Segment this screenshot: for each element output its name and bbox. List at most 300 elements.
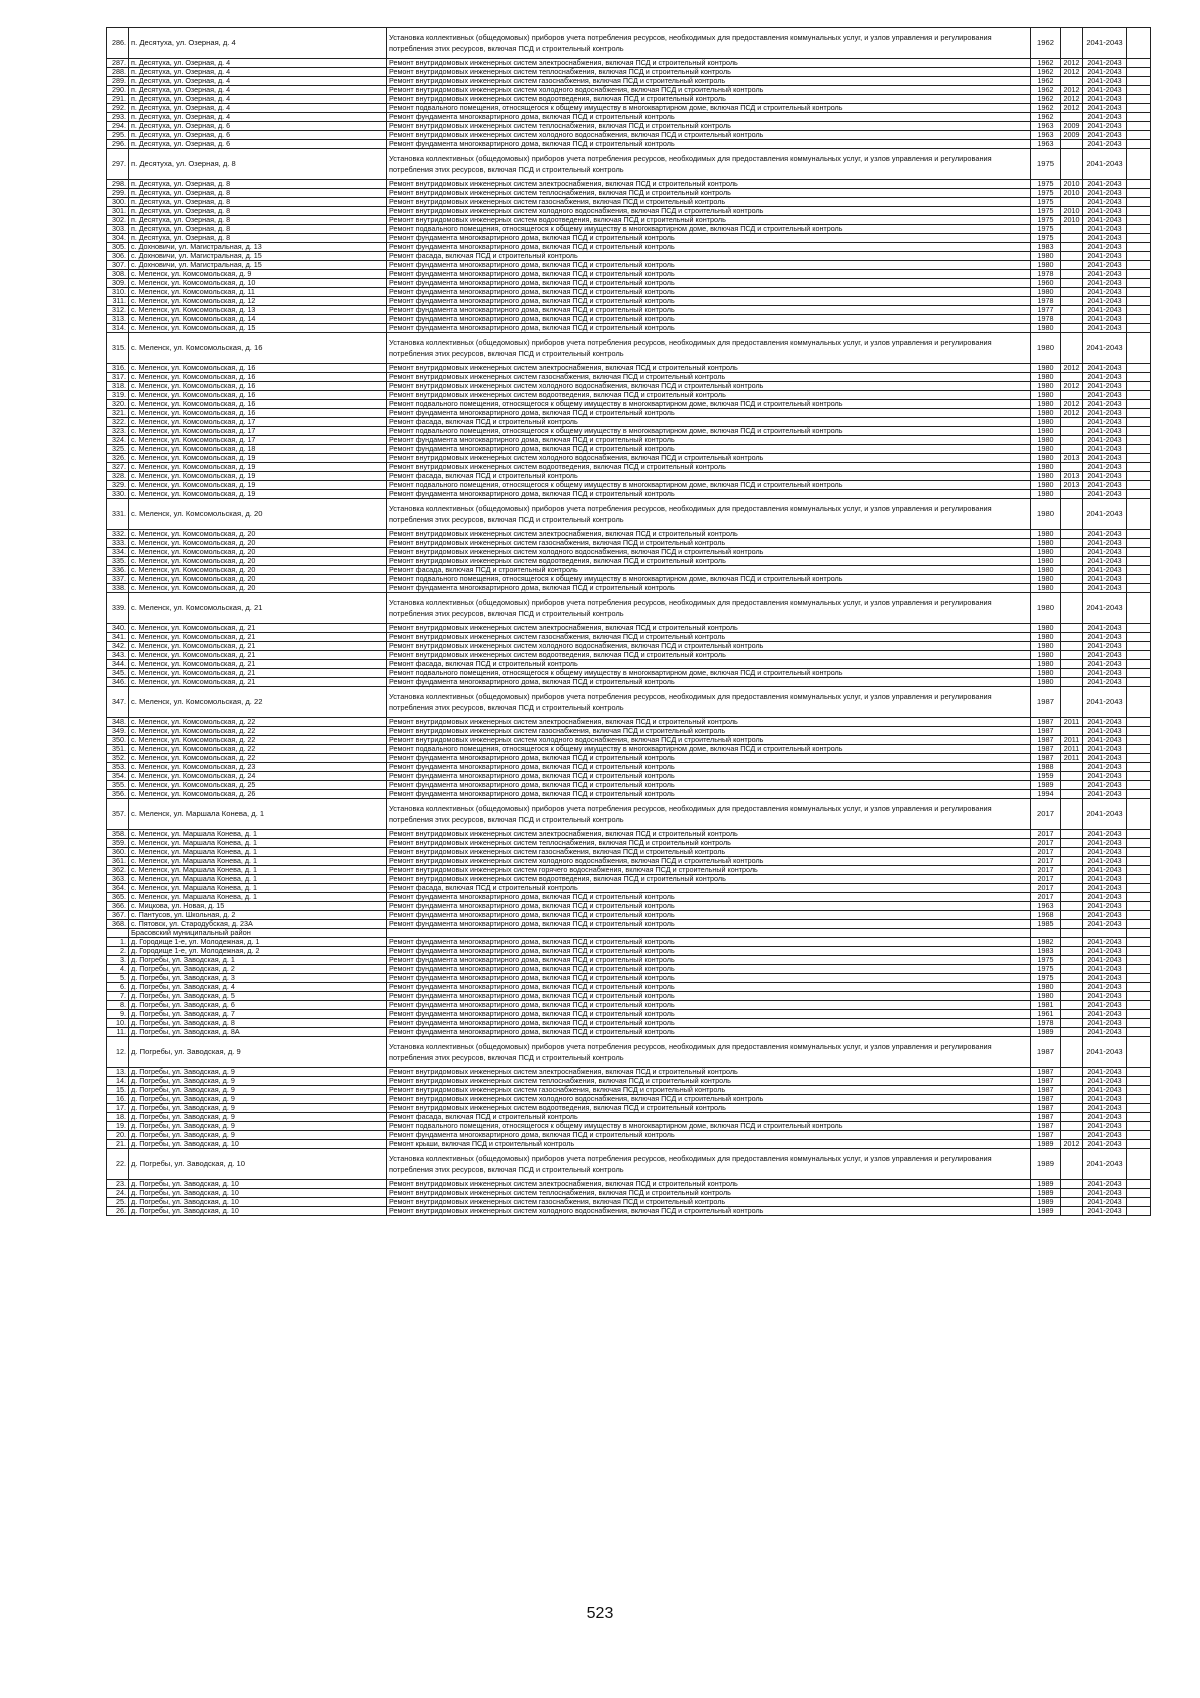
table-row — [107, 198, 1151, 207]
last-repair-year-cell: 2011 — [1061, 745, 1083, 754]
planned-period-cell: 2041-2043 — [1083, 1113, 1127, 1122]
table-row — [107, 86, 1151, 95]
empty-cell — [1127, 243, 1151, 252]
address-cell: с. Пятовск, ул. Стародубская, д. 23А — [129, 920, 387, 929]
table-row — [107, 1122, 1151, 1131]
last-repair-year-cell — [1061, 974, 1083, 983]
last-repair-year-cell — [1061, 1207, 1083, 1216]
row-number: 337. — [107, 575, 129, 584]
commission-year-cell: 1983 — [1031, 947, 1061, 956]
work-type-cell: Ремонт фундамента многоквартирного дома, включая ПСД и строительный контроль — [387, 315, 1031, 324]
row-number: 332. — [107, 530, 129, 539]
last-repair-year-cell — [1061, 391, 1083, 400]
planned-period-cell: 2041-2043 — [1083, 772, 1127, 781]
commission-year-cell: 1987 — [1031, 1037, 1061, 1068]
planned-period-cell: 2041-2043 — [1083, 234, 1127, 243]
planned-period-cell: 2041-2043 — [1083, 122, 1127, 131]
address-cell: д. Погребы, ул. Заводская, д. 3 — [129, 974, 387, 983]
planned-period-cell: 2041-2043 — [1083, 28, 1127, 59]
row-number: 347. — [107, 687, 129, 718]
last-repair-year-cell — [1061, 790, 1083, 799]
commission-year-cell: 1980 — [1031, 548, 1061, 557]
table-row — [107, 678, 1151, 687]
work-type-cell: Ремонт внутридомовых инженерных систем электроснабжения, включая ПСД и строительный контроль — [387, 180, 1031, 189]
commission-year-cell: 1975 — [1031, 234, 1061, 243]
work-type-cell: Ремонт внутридомовых инженерных систем холодного водоснабжения, включая ПСД и строительный контроль — [387, 642, 1031, 651]
row-number: 11. — [107, 1028, 129, 1037]
empty-cell — [1127, 140, 1151, 149]
planned-period-cell: 2041-2043 — [1083, 557, 1127, 566]
planned-period-cell: 2041-2043 — [1083, 391, 1127, 400]
last-repair-year-cell — [1061, 781, 1083, 790]
table-row — [107, 857, 1151, 866]
commission-year-cell: 1980 — [1031, 454, 1061, 463]
planned-period-cell: 2041-2043 — [1083, 418, 1127, 427]
address-cell: с. Меленск, ул. Комсомольская, д. 15 — [129, 324, 387, 333]
last-repair-year-cell — [1061, 566, 1083, 575]
empty-cell — [1127, 530, 1151, 539]
last-repair-year-cell — [1061, 584, 1083, 593]
address-cell: с. Меленск, ул. Комсомольская, д. 19 — [129, 472, 387, 481]
section-num-cell — [107, 929, 129, 938]
table-row — [107, 400, 1151, 409]
address-cell: с. Меленск, ул. Комсомольская, д. 22 — [129, 687, 387, 718]
work-type-cell: Ремонт фундамента многоквартирного дома, включая ПСД и строительный контроль — [387, 992, 1031, 1001]
table-row — [107, 297, 1151, 306]
work-type-cell: Ремонт внутридомовых инженерных систем электроснабжения, включая ПСД и строительный контроль — [387, 364, 1031, 373]
commission-year-cell: 2017 — [1031, 893, 1061, 902]
row-number: 24. — [107, 1189, 129, 1198]
address-cell: с. Дохновичи, ул. Магистральная, д. 15 — [129, 261, 387, 270]
commission-year-cell: 1980 — [1031, 418, 1061, 427]
empty-cell — [1127, 315, 1151, 324]
planned-period-cell: 2041-2043 — [1083, 68, 1127, 77]
address-cell: с. Меленск, ул. Маршала Конева, д. 1 — [129, 839, 387, 848]
empty-cell — [1127, 1086, 1151, 1095]
commission-year-cell: 1959 — [1031, 772, 1061, 781]
last-repair-year-cell — [1061, 633, 1083, 642]
address-cell: с. Меленск, ул. Комсомольская, д. 16 — [129, 333, 387, 364]
last-repair-year-cell — [1061, 884, 1083, 893]
planned-period-cell: 2041-2043 — [1083, 1086, 1127, 1095]
row-number: 349. — [107, 727, 129, 736]
planned-period-cell: 2041-2043 — [1083, 1028, 1127, 1037]
address-cell: д. Городище 1-е, ул. Молодежная, д. 1 — [129, 938, 387, 947]
table-row — [107, 830, 1151, 839]
empty-cell — [1127, 472, 1151, 481]
address-cell: с. Меленск, ул. Комсомольская, д. 19 — [129, 481, 387, 490]
address-cell: с. Меленск, ул. Комсомольская, д. 16 — [129, 373, 387, 382]
row-number: 358. — [107, 830, 129, 839]
address-cell: с. Меленск, ул. Комсомольская, д. 16 — [129, 409, 387, 418]
last-repair-year-cell — [1061, 687, 1083, 718]
commission-year-cell: 1978 — [1031, 315, 1061, 324]
commission-year-cell: 1989 — [1031, 1140, 1061, 1149]
work-type-cell: Ремонт фундамента многоквартирного дома, включая ПСД и строительный контроль — [387, 902, 1031, 911]
planned-period-cell: 2041-2043 — [1083, 207, 1127, 216]
address-cell: с. Меленск, ул. Комсомольская, д. 17 — [129, 436, 387, 445]
empty-cell — [1127, 1131, 1151, 1140]
work-type-cell: Ремонт фундамента многоквартирного дома, включая ПСД и строительный контроль — [387, 436, 1031, 445]
table-row — [107, 754, 1151, 763]
row-number: 7. — [107, 992, 129, 1001]
work-type-cell: Ремонт внутридомовых инженерных систем водоотведения, включая ПСД и строительный контроль — [387, 651, 1031, 660]
table-row — [107, 1010, 1151, 1019]
row-number: 368. — [107, 920, 129, 929]
commission-year-cell: 1980 — [1031, 445, 1061, 454]
table-row — [107, 28, 1151, 59]
commission-year-cell: 1989 — [1031, 1198, 1061, 1207]
address-cell: с. Меленск, ул. Комсомольская, д. 21 — [129, 624, 387, 633]
work-type-cell: Ремонт фундамента многоквартирного дома, включая ПСД и строительный контроль — [387, 584, 1031, 593]
empty-cell — [1127, 557, 1151, 566]
commission-year-cell: 1963 — [1031, 122, 1061, 131]
empty-cell — [1127, 884, 1151, 893]
work-type-cell: Ремонт внутридомовых инженерных систем теплоснабжения, включая ПСД и строительный контроль — [387, 122, 1031, 131]
empty-cell — [1127, 992, 1151, 1001]
document-page — [106, 27, 1150, 1216]
last-repair-year-cell — [1061, 234, 1083, 243]
table-row — [107, 848, 1151, 857]
address-cell: с. Меленск, ул. Комсомольская, д. 23 — [129, 763, 387, 772]
table-row — [107, 965, 1151, 974]
address-cell: с. Меленск, ул. Комсомольская, д. 19 — [129, 454, 387, 463]
table-row — [107, 1095, 1151, 1104]
last-repair-year-cell: 2009 — [1061, 131, 1083, 140]
last-repair-year-cell: 2012 — [1061, 1140, 1083, 1149]
last-repair-year-cell: 2012 — [1061, 95, 1083, 104]
planned-period-cell: 2041-2043 — [1083, 1104, 1127, 1113]
address-cell: с. Меленск, ул. Комсомольская, д. 22 — [129, 718, 387, 727]
last-repair-year-cell — [1061, 992, 1083, 1001]
commission-year-cell: 1978 — [1031, 270, 1061, 279]
commission-year-cell: 1980 — [1031, 992, 1061, 1001]
address-cell: д. Погребы, ул. Заводская, д. 9 — [129, 1113, 387, 1122]
planned-period-cell: 2041-2043 — [1083, 947, 1127, 956]
address-cell: с. Меленск, ул. Комсомольская, д. 22 — [129, 727, 387, 736]
planned-period-cell: 2041-2043 — [1083, 763, 1127, 772]
work-type-cell: Ремонт внутридомовых инженерных систем холодного водоснабжения, включая ПСД и строительный контроль — [387, 86, 1031, 95]
empty-cell — [1127, 333, 1151, 364]
commission-year-cell: 1994 — [1031, 790, 1061, 799]
row-number: 14. — [107, 1077, 129, 1086]
address-cell: с. Меленск, ул. Комсомольская, д. 22 — [129, 736, 387, 745]
last-repair-year-cell — [1061, 418, 1083, 427]
address-cell: д. Погребы, ул. Заводская, д. 10 — [129, 1149, 387, 1180]
address-cell: п. Десятуха, ул. Озерная, д. 4 — [129, 59, 387, 68]
address-cell: д. Погребы, ул. Заводская, д. 9 — [129, 1068, 387, 1077]
work-type-cell: Ремонт фасада, включая ПСД и строительный контроль — [387, 418, 1031, 427]
commission-year-cell: 1980 — [1031, 983, 1061, 992]
planned-period-cell: 2041-2043 — [1083, 243, 1127, 252]
row-number: 345. — [107, 669, 129, 678]
commission-year-cell: 1980 — [1031, 557, 1061, 566]
planned-period-cell: 2041-2043 — [1083, 481, 1127, 490]
planned-period-cell: 2041-2043 — [1083, 454, 1127, 463]
commission-year-cell: 1980 — [1031, 333, 1061, 364]
table-row — [107, 216, 1151, 225]
table-row — [107, 261, 1151, 270]
address-cell: с. Меленск, ул. Комсомольская, д. 16 — [129, 382, 387, 391]
row-number: 289. — [107, 77, 129, 86]
work-type-cell: Ремонт фундамента многоквартирного дома, включая ПСД и строительный контроль — [387, 956, 1031, 965]
address-cell: д. Погребы, ул. Заводская, д. 10 — [129, 1140, 387, 1149]
commission-year-cell: 1975 — [1031, 225, 1061, 234]
empty-cell — [1127, 633, 1151, 642]
planned-period-cell: 2041-2043 — [1083, 911, 1127, 920]
empty-cell — [1127, 839, 1151, 848]
empty-cell — [1127, 234, 1151, 243]
planned-period-cell: 2041-2043 — [1083, 131, 1127, 140]
address-cell: с. Меленск, ул. Комсомольская, д. 20 — [129, 530, 387, 539]
row-number: 340. — [107, 624, 129, 633]
commission-year-cell: 2017 — [1031, 848, 1061, 857]
row-number: 5. — [107, 974, 129, 983]
empty-cell — [1127, 297, 1151, 306]
row-number: 325. — [107, 445, 129, 454]
commission-year-cell: 1975 — [1031, 180, 1061, 189]
row-number: 357. — [107, 799, 129, 830]
work-type-cell: Ремонт фундамента многоквартирного дома, включая ПСД и строительный контроль — [387, 965, 1031, 974]
last-repair-year-cell: 2013 — [1061, 454, 1083, 463]
planned-period-cell: 2041-2043 — [1083, 718, 1127, 727]
last-repair-year-cell — [1061, 947, 1083, 956]
empty-cell — [1127, 499, 1151, 530]
empty-cell — [1127, 225, 1151, 234]
work-type-cell: Ремонт внутридомовых инженерных систем газоснабжения, включая ПСД и строительный контроль — [387, 198, 1031, 207]
row-number: 338. — [107, 584, 129, 593]
commission-year-cell: 1980 — [1031, 530, 1061, 539]
table-row — [107, 727, 1151, 736]
address-cell: с. Меленск, ул. Комсомольская, д. 12 — [129, 297, 387, 306]
address-cell: д. Погребы, ул. Заводская, д. 10 — [129, 1189, 387, 1198]
table-row — [107, 1077, 1151, 1086]
table-row — [107, 763, 1151, 772]
last-repair-year-cell — [1061, 373, 1083, 382]
commission-year-cell: 1980 — [1031, 400, 1061, 409]
address-cell: с. Меленск, ул. Комсомольская, д. 17 — [129, 427, 387, 436]
address-cell: с. Меленск, ул. Маршала Конева, д. 1 — [129, 884, 387, 893]
last-repair-year-cell — [1061, 857, 1083, 866]
commission-year-cell: 1980 — [1031, 472, 1061, 481]
planned-period-cell: 2041-2043 — [1083, 499, 1127, 530]
last-repair-year-cell: 2012 — [1061, 59, 1083, 68]
empty-cell — [1127, 445, 1151, 454]
section-empty-cell — [1083, 929, 1127, 938]
planned-period-cell: 2041-2043 — [1083, 1001, 1127, 1010]
planned-period-cell: 2041-2043 — [1083, 104, 1127, 113]
planned-period-cell: 2041-2043 — [1083, 642, 1127, 651]
table-row — [107, 983, 1151, 992]
commission-year-cell: 2017 — [1031, 857, 1061, 866]
empty-cell — [1127, 1104, 1151, 1113]
empty-cell — [1127, 1028, 1151, 1037]
table-row — [107, 131, 1151, 140]
last-repair-year-cell — [1061, 1122, 1083, 1131]
last-repair-year-cell — [1061, 548, 1083, 557]
row-number: 1. — [107, 938, 129, 947]
address-cell: с. Меленск, ул. Комсомольская, д. 21 — [129, 651, 387, 660]
empty-cell — [1127, 207, 1151, 216]
table-row — [107, 418, 1151, 427]
table-row — [107, 315, 1151, 324]
row-number: 327. — [107, 463, 129, 472]
commission-year-cell: 1980 — [1031, 584, 1061, 593]
row-number: 8. — [107, 1001, 129, 1010]
table-row — [107, 974, 1151, 983]
planned-period-cell: 2041-2043 — [1083, 1037, 1127, 1068]
last-repair-year-cell — [1061, 624, 1083, 633]
last-repair-year-cell — [1061, 1037, 1083, 1068]
planned-period-cell: 2041-2043 — [1083, 279, 1127, 288]
last-repair-year-cell — [1061, 252, 1083, 261]
work-type-cell: Ремонт фундамента многоквартирного дома, включая ПСД и строительный контроль — [387, 1131, 1031, 1140]
address-cell: с. Меленск, ул. Комсомольская, д. 10 — [129, 279, 387, 288]
last-repair-year-cell — [1061, 763, 1083, 772]
address-cell: д. Погребы, ул. Заводская, д. 10 — [129, 1207, 387, 1216]
table-row — [107, 409, 1151, 418]
last-repair-year-cell — [1061, 642, 1083, 651]
last-repair-year-cell — [1061, 140, 1083, 149]
planned-period-cell: 2041-2043 — [1083, 382, 1127, 391]
planned-period-cell: 2041-2043 — [1083, 781, 1127, 790]
commission-year-cell: 1975 — [1031, 189, 1061, 198]
row-number: 328. — [107, 472, 129, 481]
work-type-cell: Ремонт фундамента многоквартирного дома, включая ПСД и строительный контроль — [387, 920, 1031, 929]
last-repair-year-cell: 2010 — [1061, 207, 1083, 216]
table-row — [107, 566, 1151, 575]
work-type-cell: Ремонт фундамента многоквартирного дома, включая ПСД и строительный контроль — [387, 409, 1031, 418]
planned-period-cell: 2041-2043 — [1083, 436, 1127, 445]
table-row — [107, 575, 1151, 584]
commission-year-cell: 1980 — [1031, 651, 1061, 660]
table-row — [107, 1149, 1151, 1180]
empty-cell — [1127, 1207, 1151, 1216]
table-row — [107, 270, 1151, 279]
planned-period-cell: 2041-2043 — [1083, 463, 1127, 472]
commission-year-cell: 2017 — [1031, 866, 1061, 875]
commission-year-cell: 1968 — [1031, 911, 1061, 920]
work-type-cell: Ремонт внутридомовых инженерных систем газоснабжения, включая ПСД и строительный контроль — [387, 1086, 1031, 1095]
row-number: 324. — [107, 436, 129, 445]
empty-cell — [1127, 149, 1151, 180]
table-row — [107, 992, 1151, 1001]
table-row — [107, 584, 1151, 593]
address-cell: с. Меленск, ул. Маршала Конева, д. 1 — [129, 893, 387, 902]
table-row — [107, 884, 1151, 893]
planned-period-cell: 2041-2043 — [1083, 324, 1127, 333]
address-cell: д. Погребы, ул. Заводская, д. 9 — [129, 1077, 387, 1086]
commission-year-cell: 1980 — [1031, 642, 1061, 651]
row-number: 343. — [107, 651, 129, 660]
empty-cell — [1127, 539, 1151, 548]
empty-cell — [1127, 660, 1151, 669]
planned-period-cell: 2041-2043 — [1083, 490, 1127, 499]
last-repair-year-cell: 2011 — [1061, 718, 1083, 727]
table-row — [107, 1104, 1151, 1113]
work-type-cell: Ремонт внутридомовых инженерных систем теплоснабжения, включая ПСД и строительный контроль — [387, 189, 1031, 198]
planned-period-cell: 2041-2043 — [1083, 956, 1127, 965]
commission-year-cell: 1987 — [1031, 1077, 1061, 1086]
commission-year-cell: 2017 — [1031, 830, 1061, 839]
last-repair-year-cell — [1061, 315, 1083, 324]
row-number: 359. — [107, 839, 129, 848]
planned-period-cell: 2041-2043 — [1083, 884, 1127, 893]
row-number: 302. — [107, 216, 129, 225]
row-number: 321. — [107, 409, 129, 418]
empty-cell — [1127, 718, 1151, 727]
row-number: 300. — [107, 198, 129, 207]
empty-cell — [1127, 28, 1151, 59]
work-type-cell: Ремонт фундамента многоквартирного дома, включая ПСД и строительный контроль — [387, 445, 1031, 454]
empty-cell — [1127, 651, 1151, 660]
address-cell: с. Меленск, ул. Комсомольская, д. 20 — [129, 575, 387, 584]
table-row — [107, 1068, 1151, 1077]
address-cell: с. Меленск, ул. Комсомольская, д. 16 — [129, 364, 387, 373]
work-type-cell: Ремонт фундамента многоквартирного дома, включая ПСД и строительный контроль — [387, 243, 1031, 252]
commission-year-cell: 1962 — [1031, 28, 1061, 59]
planned-period-cell: 2041-2043 — [1083, 409, 1127, 418]
table-row — [107, 530, 1151, 539]
table-row — [107, 772, 1151, 781]
last-repair-year-cell: 2010 — [1061, 180, 1083, 189]
planned-period-cell: 2041-2043 — [1083, 1068, 1127, 1077]
table-row — [107, 77, 1151, 86]
empty-cell — [1127, 893, 1151, 902]
planned-period-cell: 2041-2043 — [1083, 687, 1127, 718]
row-number: 360. — [107, 848, 129, 857]
planned-period-cell: 2041-2043 — [1083, 974, 1127, 983]
empty-cell — [1127, 772, 1151, 781]
commission-year-cell: 1980 — [1031, 324, 1061, 333]
planned-period-cell: 2041-2043 — [1083, 584, 1127, 593]
row-number: 335. — [107, 557, 129, 566]
last-repair-year-cell — [1061, 306, 1083, 315]
commission-year-cell: 1987 — [1031, 1095, 1061, 1104]
address-cell: п. Десятуха, ул. Озерная, д. 8 — [129, 149, 387, 180]
last-repair-year-cell — [1061, 243, 1083, 252]
work-type-cell: Ремонт внутридомовых инженерных систем холодного водоснабжения, включая ПСД и строительный контроль — [387, 736, 1031, 745]
address-cell: д. Погребы, ул. Заводская, д. 8А — [129, 1028, 387, 1037]
last-repair-year-cell — [1061, 938, 1083, 947]
table-row — [107, 1207, 1151, 1216]
table-row — [107, 947, 1151, 956]
work-type-cell: Ремонт фундамента многоквартирного дома, включая ПСД и строительный контроль — [387, 790, 1031, 799]
empty-cell — [1127, 463, 1151, 472]
empty-cell — [1127, 454, 1151, 463]
row-number: 326. — [107, 454, 129, 463]
planned-period-cell: 2041-2043 — [1083, 1010, 1127, 1019]
planned-period-cell: 2041-2043 — [1083, 252, 1127, 261]
work-type-cell: Ремонт внутридомовых инженерных систем газоснабжения, включая ПСД и строительный контроль — [387, 539, 1031, 548]
address-cell: с. Меленск, ул. Маршала Конева, д. 1 — [129, 857, 387, 866]
address-cell: с. Меленск, ул. Комсомольская, д. 17 — [129, 418, 387, 427]
empty-cell — [1127, 548, 1151, 557]
last-repair-year-cell — [1061, 77, 1083, 86]
planned-period-cell: 2041-2043 — [1083, 651, 1127, 660]
work-type-cell: Ремонт фундамента многоквартирного дома, включая ПСД и строительный контроль — [387, 772, 1031, 781]
table-row — [107, 539, 1151, 548]
last-repair-year-cell: 2012 — [1061, 364, 1083, 373]
work-type-cell: Ремонт внутридомовых инженерных систем электроснабжения, включая ПСД и строительный контроль — [387, 1068, 1031, 1077]
row-number: 310. — [107, 288, 129, 297]
row-number: 329. — [107, 481, 129, 490]
empty-cell — [1127, 400, 1151, 409]
work-type-cell: Ремонт внутридомовых инженерных систем теплоснабжения, включая ПСД и строительный контроль — [387, 68, 1031, 77]
row-number: 314. — [107, 324, 129, 333]
work-type-cell: Ремонт внутридомовых инженерных систем холодного водоснабжения, включая ПСД и строительный контроль — [387, 131, 1031, 140]
commission-year-cell: 1962 — [1031, 95, 1061, 104]
